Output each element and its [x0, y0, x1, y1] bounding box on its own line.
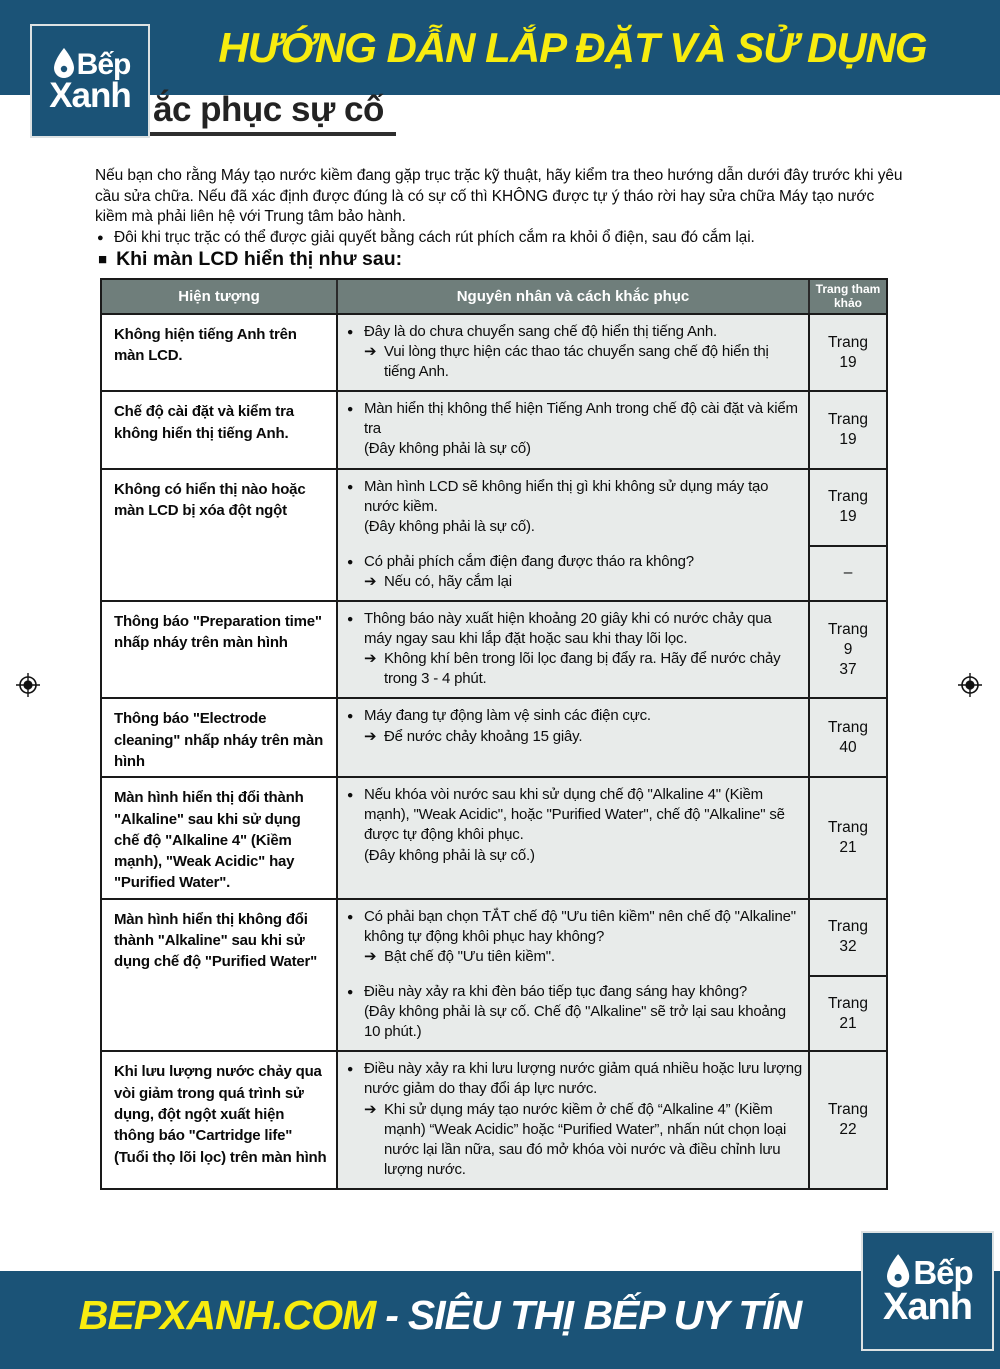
page-ref-line: Trang	[828, 410, 868, 428]
cause-cell	[336, 392, 808, 467]
cause-cell	[336, 545, 808, 600]
cause-arrow-line	[364, 1100, 802, 1180]
cause-arrow-line	[364, 572, 802, 592]
cause-bullet-line	[347, 907, 802, 947]
cause-bullet-line	[347, 322, 802, 342]
table-row	[102, 315, 886, 390]
arrow-text: Vui lòng thực hiện các thao tác chuyển sang chế độ hiển thị tiếng Anh.	[384, 343, 769, 381]
phenomenon-cell: Khi lưu lượng nước chảy qua vòi giảm trong quá trình sử dụng, đột ngột xuất hiện thông báo "Cartridge life" (Tuổi thọ lõi lọc) trên màn hình	[102, 1052, 336, 1188]
table-row	[102, 600, 886, 697]
bullet-icon: ●	[97, 232, 104, 244]
bullet-icon: ●	[347, 480, 354, 493]
cause-page-group	[336, 315, 886, 390]
phenomenon-cell: Màn hình hiển thị không đổi thành "Alkaline" sau khi sử dụng chế độ "Purified Water"	[102, 900, 336, 1051]
page-ref-line: Trang	[828, 333, 868, 351]
cause-bullet-line	[347, 982, 802, 1002]
column-header-cause: Nguyên nhân và cách khắc phục	[336, 280, 808, 313]
row-groups	[336, 699, 886, 776]
arrow-icon: ➔	[364, 727, 377, 745]
cause-note: (Đây không phải là sự cố).	[364, 517, 535, 535]
cause-page-group	[336, 975, 886, 1050]
section-heading: ắc phục sự cố	[153, 90, 384, 129]
row-groups	[336, 778, 886, 897]
page-ref-line: 19	[839, 430, 857, 448]
cause-bullet-line	[347, 477, 802, 517]
phenomenon-cell: Thông báo "Electrode cleaning" nhấp nháy trên màn hình	[102, 699, 336, 776]
table-row	[102, 776, 886, 897]
cause-text: Có phải bạn chọn TẮT chế độ "Ưu tiên kiềm" nên chế độ "Alkaline" không tự động khôi phục hay không?	[364, 907, 796, 945]
cause-bullet-line	[347, 706, 802, 726]
phenomenon-cell: Không hiện tiếng Anh trên màn LCD.	[102, 315, 336, 390]
logo-word-xanh: Xanh	[883, 1286, 972, 1328]
cause-page-group	[336, 470, 886, 545]
phenomenon-cell: Không có hiển thị nào hoặc màn LCD bị xóa đột ngột	[102, 470, 336, 600]
row-groups	[336, 602, 886, 697]
arrow-text: Nếu có, hãy cắm lại	[384, 572, 512, 590]
table-header-row	[102, 280, 886, 315]
cause-text: Máy đang tự động làm vệ sinh các điện cực.	[364, 707, 651, 725]
cause-item	[347, 322, 802, 382]
logo-word-xanh: Xanh	[49, 75, 131, 115]
table-body	[102, 315, 886, 1188]
arrow-icon: ➔	[364, 572, 377, 590]
intro-bullet-text: Đôi khi trục trặc có thể được giải quyết bằng cách rút phích cắm ra khỏi ổ điện, sau đó cắm lại.	[114, 229, 755, 246]
page-ref-line: 21	[839, 839, 857, 857]
cause-item	[347, 609, 802, 689]
bullet-icon: ●	[347, 555, 354, 568]
arrow-text: Bật chế độ "Ưu tiên kiềm".	[384, 947, 555, 965]
cause-text: Có phải phích cắm điện đang được tháo ra không?	[364, 552, 694, 570]
arrow-icon: ➔	[364, 650, 377, 668]
page-ref-line: –	[843, 564, 853, 582]
page-ref-cell	[808, 778, 886, 897]
cause-page-group	[336, 699, 886, 776]
cause-page-group	[336, 1052, 886, 1188]
table-row	[102, 468, 886, 600]
cause-item	[347, 399, 802, 459]
table-row	[102, 1050, 886, 1188]
troubleshooting-table	[100, 278, 888, 1190]
page-ref-cell	[808, 975, 886, 1050]
column-header-page: Trang tham khảo	[808, 280, 886, 313]
cause-arrow-line	[364, 649, 802, 689]
arrow-icon: ➔	[364, 947, 377, 965]
page-ref-cell	[808, 699, 886, 776]
page-ref-line: Trang	[828, 1100, 868, 1118]
cause-text: Màn hình LCD sẽ không hiển thị gì khi không sử dụng máy tạo nước kiềm.	[364, 477, 769, 515]
cause-text: Nếu khóa vòi nước sau khi sử dụng chế độ "Alkaline 4" (Kiềm mạnh), "Weak Acidic", hoặc "Purified Water", chế độ "Alkaline" sẽ được tự động khôi phục.	[364, 786, 785, 844]
cause-page-group	[336, 778, 886, 897]
page-ref-line: 19	[839, 353, 857, 371]
cause-cell	[336, 778, 808, 897]
page-ref-cell	[808, 470, 886, 545]
footer-separator: -	[385, 1292, 398, 1338]
bullet-icon: ●	[347, 910, 354, 923]
cause-bullet-line	[347, 609, 802, 649]
page-ref-cell	[808, 392, 886, 467]
cause-cell	[336, 602, 808, 697]
bullet-icon: ●	[347, 789, 354, 802]
phenomenon-cell: Thông báo "Preparation time" nhấp nháy trên màn hình	[102, 602, 336, 697]
page-ref-line: 21	[839, 1014, 857, 1032]
bullet-icon: ●	[347, 986, 354, 999]
bullet-icon: ●	[347, 403, 354, 416]
cause-cell	[336, 975, 808, 1050]
cause-note: (Đây không phải là sự cố. Chế độ "Alkaline" sẽ trở lại sau khoảng 10 phút.)	[364, 1003, 786, 1041]
registration-mark-icon	[957, 672, 983, 698]
page-ref-cell	[808, 315, 886, 390]
cause-note: (Đây không phải là sự cố)	[364, 440, 531, 458]
row-groups	[336, 470, 886, 600]
intro-paragraph: Nếu bạn cho rằng Máy tạo nước kiềm đang gặp trục trặc kỹ thuật, hãy kiểm tra theo hướng dẫn dưới đây trước khi yêu cầu sửa chữa. Nếu đã xác định được đúng là có sự cố thì KHÔNG được tự ý tháo rời hay sửa chữa Máy tạo nước kiềm mà phải liên hệ với Trung tâm bảo hành.	[95, 167, 903, 226]
cause-bullet-line	[347, 399, 802, 439]
page-ref-line: 37	[839, 660, 857, 678]
page-ref-cell	[808, 545, 886, 600]
bullet-icon: ●	[347, 710, 354, 723]
table-row	[102, 390, 886, 467]
row-groups	[336, 1052, 886, 1188]
cause-page-group	[336, 602, 886, 697]
registration-mark-icon	[15, 672, 41, 698]
page-ref-cell	[808, 602, 886, 697]
page-ref-line: Trang	[828, 488, 868, 506]
square-bullet-icon: ■	[98, 251, 108, 268]
cause-item	[347, 706, 802, 746]
footer-slogan	[25, 1292, 855, 1339]
cause-item	[347, 477, 802, 537]
phenomenon-cell: Màn hình hiển thị đổi thành "Alkaline" sau khi sử dụng chế độ "Alkaline 4" (Kiềm mạnh), "Weak Acidic" hay "Purified Water".	[102, 778, 336, 897]
footer-site-name: BEPXANH.COM	[78, 1292, 376, 1338]
page-ref-line: 9	[843, 640, 853, 658]
cause-text: Điều này xảy ra khi lưu lượng nước giảm quá nhiều hoặc lưu lượng nước giảm do thay đổi áp lực nước.	[364, 1060, 802, 1098]
cause-cell	[336, 699, 808, 776]
cause-cell	[336, 315, 808, 390]
cause-item	[347, 1059, 802, 1180]
cause-cell	[336, 1052, 808, 1188]
table-row	[102, 898, 886, 1051]
page-ref-cell	[808, 900, 886, 975]
cause-item	[347, 785, 802, 865]
row-groups	[336, 392, 886, 467]
bullet-icon: ●	[347, 1063, 354, 1076]
arrow-text: Khi sử dụng máy tạo nước kiềm ở chế độ “Alkaline 4” (Kiềm mạnh) “Weak Acidic” hoặc “Purified Water”, nhấn nút chọn loại nước lại lần nữa, sau đó mở khóa vòi nước và điều chỉnh lưu lượng nước.	[384, 1100, 787, 1178]
intro-bullet-line	[97, 229, 957, 247]
cause-page-group	[336, 545, 886, 600]
phenomenon-cell: Chế độ cài đặt và kiểm tra không hiển thị tiếng Anh.	[102, 392, 336, 467]
cause-bullet-line	[347, 552, 802, 572]
page-ref-line: Trang	[828, 818, 868, 836]
cause-arrow-line	[364, 947, 802, 967]
page-ref-line: 32	[839, 938, 857, 956]
bepxanh-logo	[861, 1231, 994, 1351]
column-header-phenomenon: Hiện tượng	[178, 288, 260, 305]
cause-text: Đây là do chưa chuyển sang chế độ hiển thị tiếng Anh.	[364, 323, 718, 340]
cause-text: Thông báo này xuất hiện khoảng 20 giây khi có nước chảy qua máy ngay sau khi lắp đặt hoặc sau khi thay lõi lọc.	[364, 610, 772, 648]
footer-tagline: SIÊU THỊ BẾP UY TÍN	[407, 1292, 802, 1338]
page-ref-line: Trang	[828, 620, 868, 638]
cause-text: Điều này xảy ra khi đèn báo tiếp tục đang sáng hay không?	[364, 983, 748, 1001]
row-groups	[336, 900, 886, 1051]
logo-word-bep: Bếp	[913, 1254, 973, 1291]
cause-item	[347, 982, 802, 1042]
row-groups	[336, 315, 886, 390]
bepxanh-logo	[30, 24, 150, 138]
page-title: HƯỚNG DẪN LẮP ĐẶT VÀ SỬ DỤNG	[218, 24, 927, 71]
table-heading-text: Khi màn LCD hiển thị như sau:	[116, 248, 403, 270]
page-ref-cell	[808, 1052, 886, 1188]
page-ref-line: Trang	[828, 918, 868, 936]
cause-note: (Đây không phải là sự cố.)	[364, 846, 535, 864]
cause-bullet-line	[347, 1059, 802, 1099]
cause-text: Màn hiển thị không thể hiện Tiếng Anh trong chế độ cài đặt và kiểm tra	[364, 400, 798, 438]
bullet-icon: ●	[347, 326, 354, 338]
page-ref-line: 40	[839, 738, 857, 756]
page-ref-line: 19	[839, 508, 857, 526]
cause-item	[347, 552, 802, 592]
cause-cell	[336, 470, 808, 545]
cause-page-group	[336, 392, 886, 467]
cause-page-group	[336, 900, 886, 975]
table-heading-line	[98, 248, 402, 271]
arrow-icon: ➔	[364, 1100, 377, 1118]
table-row	[102, 697, 886, 776]
page-ref-line: Trang	[828, 994, 868, 1012]
arrow-icon: ➔	[364, 343, 377, 361]
cause-arrow-line	[364, 342, 802, 382]
page-ref-line: 22	[839, 1121, 857, 1139]
cause-cell	[336, 900, 808, 975]
bullet-icon: ●	[347, 613, 354, 626]
cause-arrow-line	[364, 727, 802, 747]
arrow-text: Để nước chảy khoảng 15 giây.	[384, 727, 583, 745]
page-ref-line: Trang	[828, 718, 868, 736]
cause-bullet-line	[347, 785, 802, 845]
cause-item	[347, 907, 802, 967]
logo-word-bep: Bếp	[76, 47, 131, 81]
arrow-text: Không khí bên trong lõi lọc đang bị đẩy ra. Hãy để nước chảy trong 3 - 4 phút.	[384, 650, 781, 688]
